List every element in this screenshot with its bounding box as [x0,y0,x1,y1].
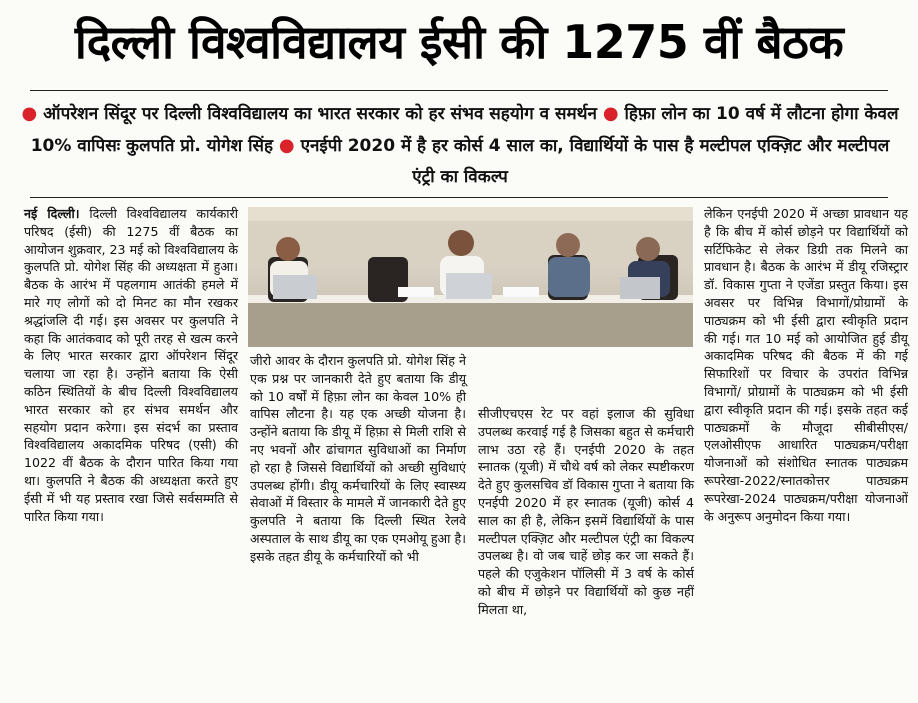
red-bullet-icon: ● [602,103,619,124]
divider-top [30,90,888,91]
dateline: नई दिल्ली। [24,206,80,221]
subhead-operation-sindoor: ऑपरेशन सिंदूर पर दिल्ली विश्वविद्यालय का भारत सरकार को हर संभव सहयोग व समर्थन [43,104,597,124]
subhead-hefa-loan: हिफ़ा लोन का 10 वर्ष में लौटना होगा केवल 10% वापिसः कुलपति प्रो. योगेश सिंह [30,104,899,156]
headline: दिल्ली विश्वविद्यालय ईसी की 1275 वीं बैठक [74,15,844,69]
red-bullet-icon: ● [278,135,295,156]
column-1-text: दिल्ली विश्वविद्यालय कार्यकारी परिषद (ईसी) की 1275 वीं बैठक का आयोजन शुक्रवार, 23 मई को विश्वविद्यालय के कुलपति प्रो. योगेश सिंह की अध्यक्षता में हुआ। बैठक के आरंभ में पहलगाम आतंकी हमले में मारे गए लोगों को दो मिनट का मौन रखकर श्रद्धांजलि दी गई। इस अवसर पर कुलपति ने कहा कि आतंकवाद को पूरी तरह से खत्म करने के लिए भारत सरकार द्वारा ऑपरेशन सिंदूर चलाया जा रहा है। उन्होंने बताया कि ऐसी कठिन स्थितियों के बीच दिल्ली विश्वविद्यालय भारत सरकार को हर संभव समर्थन और सहयोग प्रदान करेगा। इस संदर्भ का प्रस्ताव विश्वविद्यालय अकादमिक परिषद (एसी) की 1022 वीं बैठक के दौरान पारित किया गया था। कुलपति ने बैठक की अध्यक्षता करते हुए ईसी में भी यह प्रस्ताव रखा जिसे सर्वसम्मति से पारित किया गया। [24,206,238,524]
divider-bottom [30,197,888,198]
meeting-photo-illustration [248,207,693,347]
article-column-4: लेकिन एनईपी 2020 में अच्छा प्रावधान यह है कि बीच में कोर्स छोड़ने पर विद्यार्थियों को सर्टिफिकेट से लेकर डिग्री तक मिलने का प्रावधान है। बैठक के आरंभ में डीयू रजिस्ट्रार डॉ. विकास गुप्ता ने एजेंडा प्रस्तुत किया। इस अवसर पर विभिन्न विभागों/प्रोग्रामों के पाठ्यक्रम को भी ईसी द्वारा स्वीकृति प्रदान की गई। गत 10 मई को आयोजित हुई डीयू अकादमिक परिषद की बैठक में की गई सिफारिशों पर विचार के उपरांत विभिन्न विभागों/ प्रोग्रामों के पाठ्यक्रम को भी ईसी द्वारा स्वीकृति प्रदान की गई। इसके तहत कई पाठ्यक्रमों के मौजूदा सीबीसीएस/एलओसीएफ आधारित पाठ्यक्रम/परीक्षा योजनाओं को संशोधित स्नातक पाठ्यक्रम रूपरेखा-2022/स्नातकोत्तर पाठ्यक्रम रूपरेखा-2024 पाठ्यक्रम/परीक्षा योजनाओं के अनुरूप अनुमोदन किया गया। [704,206,908,524]
subheadline-deck [18,98,902,193]
article-column-2: जीरो आवर के दौरान कुलपति प्रो. योगेश सिंह ने एक प्रश्न पर जानकारी देते हुए बताया कि डीयू को 10 वर्षों में हिफ़ा लोन का केवल 10% ही वापिस लौटना है। यह एक अच्छी योजना है। उन्होंने बताया कि डीयू में हिफ़ा से मिली राशि से नए भवनों और ढांचागत सुविधाओं का निर्माण हो रहा है जिससे विद्यार्थियों को अच्छी सुविधाएं उपलब्ध होंगी। डीयू कर्मचारियों के लिए स्वास्थ्य सेवाओं में विस्तार के मामले में जानकारी देते हुए कुलपति ने बताया कि दिल्ली स्थित रेलवे अस्पताल के साथ डीयू का एक एमओयू हुआ है। इसके तहत डीयू के कर्मचारियों को भी [250,353,466,564]
meeting-photo [248,207,693,347]
red-bullet-icon: ● [21,103,38,124]
subhead-nep-2020: एनईपी 2020 में है हर कोर्स 4 साल का, विद्यार्थियों के पास है मल्टीपल एक्ज़िट और मल्टीपल एंट्री का विकल्प [300,136,890,187]
article-column-3: सीजीएचएस रेट पर वहां इलाज की सुविधा उपलब्ध करवाई गई है जिसका बहुत से कर्मचारी लाभ उठा रहे हैं। एनईपी 2020 के तहत स्नातक (यूजी) में चौथे वर्ष को लेकर स्पष्टीकरण देते हुए कुलसचिव डॉ विकास गुप्ता ने बताया कि एनईपी 2020 में हर स्नातक (यूजी) कोर्स 4 साल का ही है, लेकिन इसमें विद्यार्थियों के पास मल्टीपल एक्ज़िट और मल्टीपल एंट्री का विकल्प उपलब्ध है। वो जब चाहें छोड़ कर जा सकते हैं। पहले की एजुकेशन पॉलिसी में 3 वर्ष के कोर्स को बीच में छोड़ने पर विद्यार्थियों को कुछ नहीं मिलता था, [478,406,694,617]
article-column-1 [24,205,238,525]
